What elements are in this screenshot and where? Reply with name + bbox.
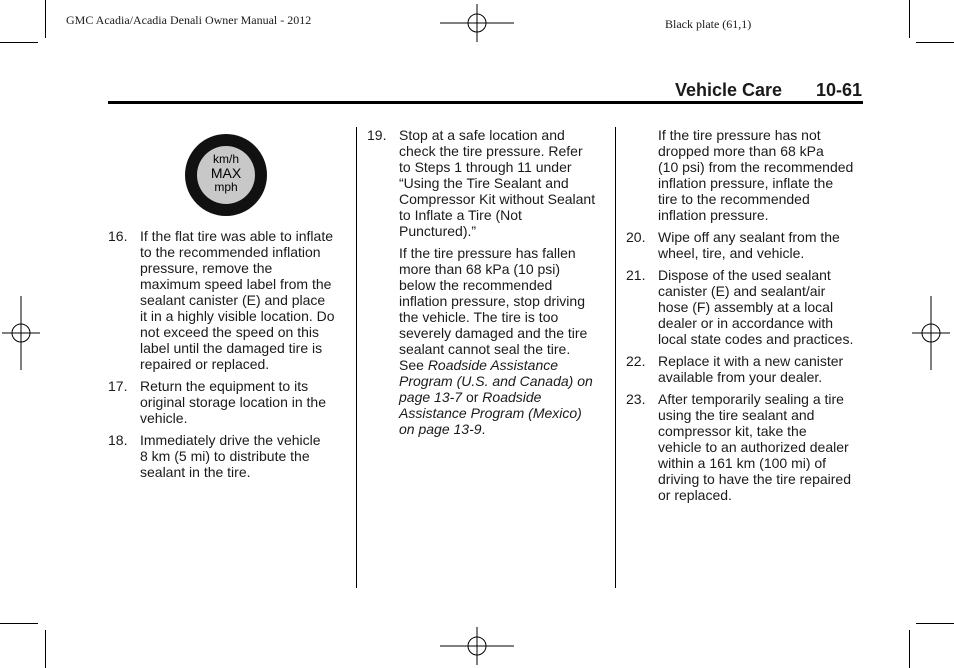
- step-22: [626, 353, 871, 385]
- text-line: Replace it with a new canister: [658, 353, 844, 369]
- reference-line: [399, 357, 612, 373]
- crop-mark-top-left-v: [45, 0, 46, 38]
- text-line: Immediately drive the vehicle: [140, 432, 321, 448]
- crop-mark-top-right-v: [909, 0, 910, 38]
- text-line: check the tire pressure. Refer: [399, 143, 583, 159]
- step-number: 23.: [626, 391, 646, 407]
- crop-mark-bottom-right-h: [916, 623, 954, 624]
- roadside-assistance-us-link-cont[interactable]: Program (U.S. and Canada) on: [399, 373, 593, 389]
- text-line: not exceed the speed on this: [140, 324, 320, 340]
- step-17: [108, 378, 353, 426]
- manual-title: GMC Acadia/Acadia Denali Owner Manual - 2012: [66, 13, 312, 27]
- step-23: [626, 391, 871, 503]
- step-number: 19.: [367, 127, 387, 143]
- text-line: tire to the recommended: [658, 191, 810, 207]
- text-line: After temporarily sealing a tire: [658, 391, 844, 407]
- step-20: [626, 229, 871, 261]
- text-line: more than 68 kPa (10 psi): [399, 261, 561, 277]
- step-number: 22.: [626, 353, 646, 369]
- pressure-not-dropped-paragraph: [626, 127, 871, 223]
- text-line: to the recommended inflation: [140, 244, 321, 260]
- registration-mark-right: [912, 296, 950, 370]
- column-divider-1: [356, 127, 357, 588]
- roadside-assistance-us-page-link[interactable]: page 13-7: [399, 389, 463, 405]
- text-line: dropped more than 68 kPa: [658, 143, 824, 159]
- column-3: [626, 127, 871, 509]
- text-line: it in a highly visible location. Do: [140, 308, 335, 324]
- text-line: within a 161 km (100 mi) of: [658, 455, 827, 471]
- text-line: Compressor Kit without Sealant: [399, 191, 596, 207]
- roadside-assistance-mexico-link[interactable]: Roadside: [482, 389, 542, 405]
- roadside-assistance-mexico-link-cont[interactable]: Assistance Program (Mexico): [399, 405, 582, 421]
- text-line: available from your dealer.: [658, 369, 823, 385]
- crop-mark-bottom-right-v: [909, 630, 910, 668]
- text-line: Punctured).”: [399, 223, 477, 239]
- crop-mark-top-right-h: [916, 42, 954, 43]
- text-line: repaired or replaced.: [140, 356, 270, 372]
- text-line: to Steps 1 through 11 under: [399, 159, 572, 175]
- text-line: label until the damaged tire is: [140, 340, 323, 356]
- text-line: the vehicle. The tire is too: [399, 309, 559, 325]
- step-19: [367, 127, 612, 239]
- section-title: Vehicle Care: [675, 80, 783, 100]
- column-divider-2: [615, 127, 616, 588]
- crop-mark-bottom-left-v: [45, 630, 46, 668]
- text-line: If the tire pressure has not: [658, 127, 821, 143]
- text-line: inflation pressure.: [658, 207, 769, 223]
- text-line: driving to have the tire repaired: [658, 471, 851, 487]
- crop-mark-bottom-left-h: [0, 623, 38, 624]
- text-line: original storage location in the: [140, 394, 327, 410]
- text-line: 8 km (5 mi) to distribute the: [140, 448, 310, 464]
- text-line: inflation pressure, stop driving: [399, 293, 585, 309]
- text-line: to Inflate a Tire (Not: [399, 207, 522, 223]
- text-line: pressure, remove the: [140, 260, 273, 276]
- text-line: “Using the Tire Sealant and: [399, 175, 569, 191]
- text-line: dealer or in accordance with: [658, 315, 834, 331]
- header-rule: [108, 101, 863, 104]
- step-number: 20.: [626, 229, 646, 245]
- text-see: See: [399, 357, 428, 373]
- page-number: 10-61: [816, 80, 863, 100]
- text-line: wheel, tire, and vehicle.: [658, 245, 805, 261]
- text-line: vehicle.: [140, 410, 188, 426]
- speed-label-mph: mph: [214, 180, 238, 194]
- plate-label: Black plate (61,1): [665, 17, 752, 31]
- step-18: [108, 432, 353, 480]
- text-line: using the tire sealant and: [658, 407, 815, 423]
- text-line: or replaced.: [658, 487, 732, 503]
- text-line: hose (F) assembly at a local: [658, 299, 834, 315]
- step-number: 17.: [108, 378, 128, 394]
- text-line: Wipe off any sealant from the: [658, 229, 840, 245]
- text-line: vehicle to an authorized dealer: [658, 439, 849, 455]
- text-period: .: [481, 421, 486, 437]
- crop-mark-top-left-h: [0, 42, 38, 43]
- registration-mark-top: [440, 4, 514, 42]
- column-1: [108, 228, 353, 486]
- column-2: [367, 127, 612, 443]
- text-line: below the recommended: [399, 277, 553, 293]
- text-line: Dispose of the used sealant: [658, 267, 831, 283]
- step-number: 21.: [626, 267, 646, 283]
- step-21: [626, 267, 871, 347]
- text-line: If the tire pressure has fallen: [399, 245, 576, 261]
- text-line: sealant canister (E) and place: [140, 292, 326, 308]
- text-line: severely damaged and the tire: [399, 325, 588, 341]
- text-line: local state codes and practices.: [658, 331, 854, 347]
- text-line: sealant in the tire.: [140, 464, 251, 480]
- speed-label-max: MAX: [210, 165, 242, 181]
- text-line: Return the equipment to its: [140, 378, 309, 394]
- text-line: sealant cannot seal the tire.: [399, 341, 571, 357]
- text-line: maximum speed label from the: [140, 276, 332, 292]
- pressure-fallen-paragraph: [367, 245, 612, 437]
- roadside-assistance-mexico-page-link[interactable]: on page 13-9: [399, 421, 482, 437]
- speed-label-kmh: km/h: [212, 152, 240, 166]
- text-line: canister (E) and sealant/air: [658, 283, 826, 299]
- text-line: Stop at a safe location and: [399, 127, 565, 143]
- text-line: inflation pressure, inflate the: [658, 175, 834, 191]
- step-number: 16.: [108, 228, 128, 244]
- text-line: compressor kit, take the: [658, 423, 807, 439]
- step-number: 18.: [108, 432, 128, 448]
- text-or: or: [462, 389, 483, 405]
- max-speed-label-icon: [184, 133, 268, 217]
- step-16: [108, 228, 353, 372]
- text-line: If the flat tire was able to inflate: [140, 228, 333, 244]
- registration-mark-left: [2, 296, 40, 370]
- roadside-assistance-us-link[interactable]: Roadside Assistance: [427, 357, 559, 373]
- registration-mark-bottom: [440, 627, 514, 665]
- text-line: (10 psi) from the recommended: [658, 159, 854, 175]
